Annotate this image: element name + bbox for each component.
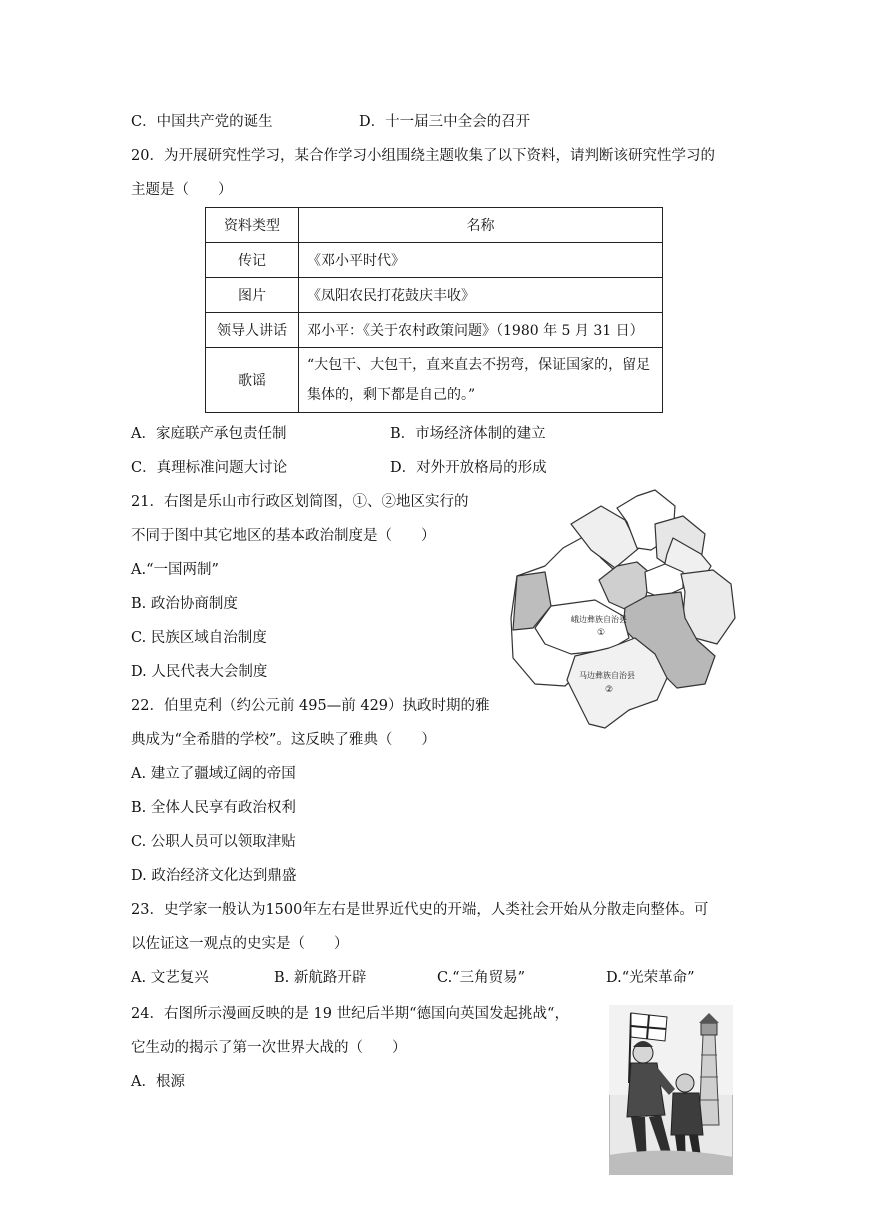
table-cell-name: 《邓小平时代》 bbox=[299, 243, 663, 278]
q22-option-d: D. 政治经济文化达到鼎盛 bbox=[131, 868, 297, 884]
cartoon-illustration bbox=[609, 1005, 733, 1175]
table-row bbox=[206, 313, 663, 348]
q22-option-c: C. 公职人员可以领取津贴 bbox=[131, 834, 296, 850]
q21-option-d: D. 人民代表大会制度 bbox=[131, 664, 268, 680]
q23-option-b: B. 新航路开辟 bbox=[274, 970, 367, 986]
table-cell-name: 邓小平：《关于农村政策问题》（1980 年 5 月 31 日） bbox=[299, 313, 663, 348]
q21-stem-line1: 21．右图是乐山市行政区划简图，①、②地区实行的 bbox=[131, 494, 469, 510]
q21-option-c: C. 民族区域自治制度 bbox=[131, 630, 267, 646]
q23-option-a: A. 文艺复兴 bbox=[131, 970, 209, 986]
leshan-district-map bbox=[505, 488, 740, 736]
table-row bbox=[206, 243, 663, 278]
table-cell-type: 歌谣 bbox=[206, 348, 299, 413]
q20-option-a: A．家庭联产承包责任制 bbox=[131, 426, 287, 442]
map-marker-2: ② bbox=[604, 685, 614, 695]
map-marker-1: ① bbox=[596, 628, 606, 638]
table-cell-type: 图片 bbox=[206, 278, 299, 313]
table-header-type: 资料类型 bbox=[206, 208, 299, 243]
q24-stem-line2: 它生动的揭示了第一次世界大战的（ ） bbox=[131, 1040, 407, 1056]
q24-option-a: A．根源 bbox=[131, 1074, 185, 1090]
q23-stem-line1: 23．史学家一般认为1500年左右是世界近代史的开端，人类社会开始从分散走向整体。可 bbox=[131, 902, 709, 918]
q23-option-d: D.“光荣革命” bbox=[606, 970, 695, 986]
map-label-ebian: 峨边彝族自治县 bbox=[571, 615, 627, 624]
q21-stem-line2: 不同于图中其它地区的基本政治制度是（ ） bbox=[131, 528, 436, 544]
table-cell-name: “大包干、大包干，直来直去不拐弯，保证国家的，留足集体的，剩下都是自己的。” bbox=[299, 348, 663, 413]
q20-stem-line2: 主题是（ ） bbox=[131, 182, 233, 198]
q22-stem-line2: 典成为“全希腊的学校”。这反映了雅典（ ） bbox=[131, 732, 436, 748]
table-cell-type: 传记 bbox=[206, 243, 299, 278]
table-cell-type: 领导人讲话 bbox=[206, 313, 299, 348]
table-row bbox=[206, 278, 663, 313]
table-row bbox=[206, 348, 663, 413]
q20-stem-line1: 20．为开展研究性学习，某合作学习小组围绕主题收集了以下资料，请判断该研究性学习的 bbox=[131, 148, 715, 164]
q19-option-c: C．中国共产党的诞生 bbox=[131, 114, 273, 130]
q22-option-a: A. 建立了疆域辽阔的帝国 bbox=[131, 766, 296, 782]
q23-option-c: C.“三角贸易” bbox=[437, 970, 526, 986]
table-cell-name: 《凤阳农民打花鼓庆丰收》 bbox=[299, 278, 663, 313]
q20-option-b: B．市场经济体制的建立 bbox=[390, 426, 546, 442]
q21-option-b: B. 政治协商制度 bbox=[131, 596, 238, 612]
q20-option-d: D．对外开放格局的形成 bbox=[390, 460, 547, 476]
q20-option-c: C．真理标准问题大讨论 bbox=[131, 460, 288, 476]
q21-option-a: A.“一国两制” bbox=[131, 562, 219, 578]
q22-option-b: B. 全体人民享有政治权利 bbox=[131, 800, 296, 816]
q19-option-d: D．十一届三中全会的召开 bbox=[359, 114, 531, 130]
q22-stem-line1: 22．伯里克利（约公元前 495—前 429）执政时期的雅 bbox=[131, 698, 490, 714]
map-label-mabian: 马边彝族自治县 bbox=[579, 671, 635, 680]
q23-stem-line2: 以佐证这一观点的史实是（ ） bbox=[131, 936, 349, 952]
table-header-name: 名称 bbox=[299, 208, 663, 243]
q24-stem-line1: 24．右图所示漫画反映的是 19 世纪后半期“德国向英国发起挑战“， bbox=[131, 1006, 569, 1022]
q20-source-table bbox=[205, 207, 663, 413]
